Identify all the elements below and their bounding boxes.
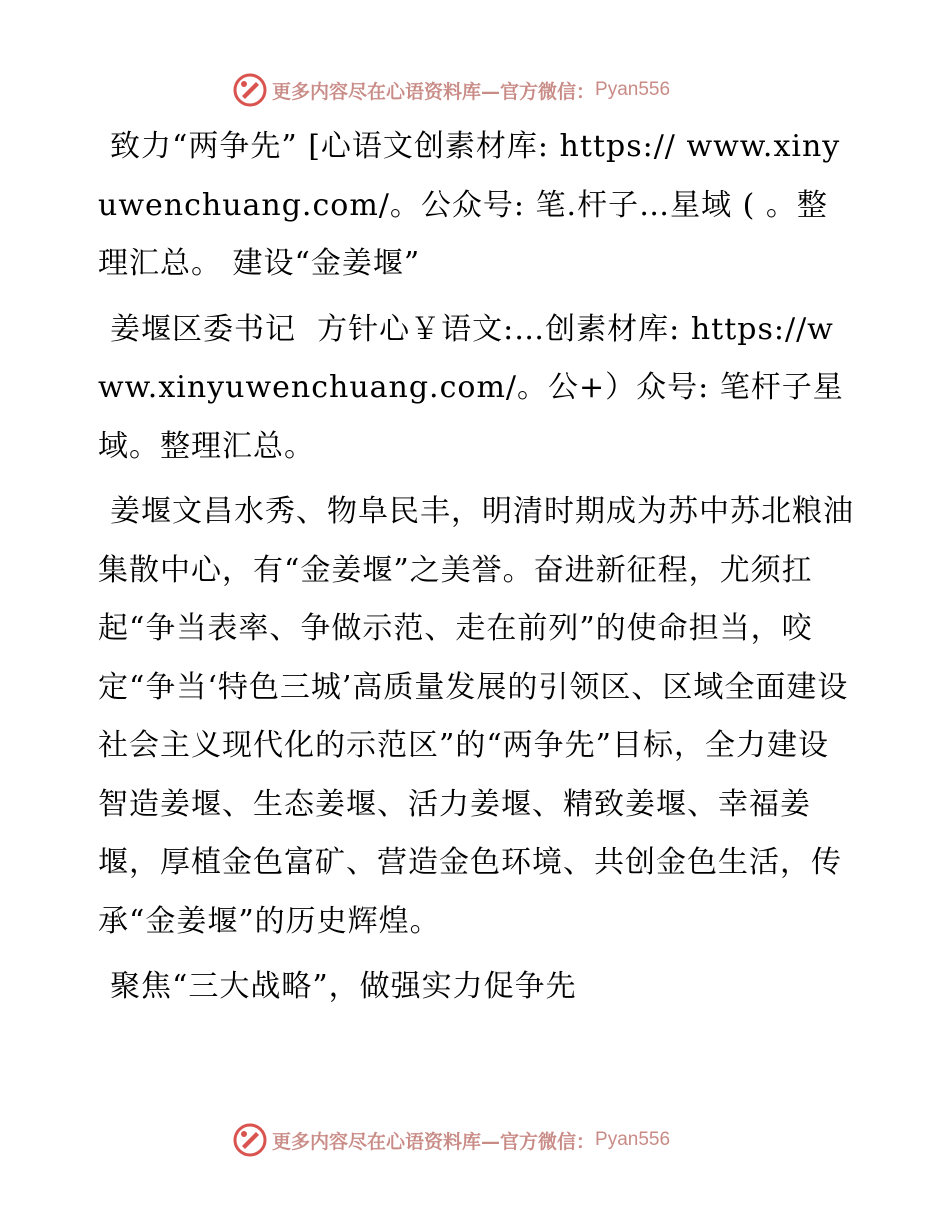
paragraph-author: 姜堰区委书记 方针心￥语文:…创素材库: https://www.xinyuwenchuang.com/。公+）众号: 笔杆子星域。整理汇总。 [98, 311, 844, 464]
watermark-text: 更多内容尽在心语资料库—官方微信： [272, 80, 596, 103]
paragraph-title: 致力“两争先” [心语文创素材库: https:// www.xinyuwenchuang.com/。公众号: 笔.杆子…星域 ( 。整理汇总。 建设“金姜堰” [98, 129, 841, 281]
section-heading: 聚焦“三大战略”，做强实力促争先 [110, 969, 577, 1004]
logo-icon [232, 72, 268, 108]
document-body [98, 118, 858, 1017]
footer-watermark [232, 1120, 670, 1160]
watermark-text: 更多内容尽在心语资料库—官方微信： [272, 1130, 596, 1153]
header-watermark [232, 70, 670, 110]
logo-icon [232, 1122, 268, 1158]
watermark-wechat-id: Pyan556 [595, 79, 671, 100]
watermark-wechat-id: Pyan556 [595, 1129, 671, 1150]
paragraph-intro: 姜堰文昌水秀、物阜民丰，明清时期成为苏中苏北粮油集散中心，有“金姜堰”之美誉。奋进新征程，尤须扛起“争当表率、争做示范、走在前列”的使命担当，咬定“争当‘特色三城’高质量发展的引领区、区域全面建设社会主义现代化的示范区”的“两争先”目标，全力建设智造姜堰、生态姜堰、活力姜堰、精致姜堰、幸福姜堰，厚植金色富矿、营造金色环境、共创金色生活，传承“金姜堰”的历史辉煌。 [98, 494, 854, 939]
